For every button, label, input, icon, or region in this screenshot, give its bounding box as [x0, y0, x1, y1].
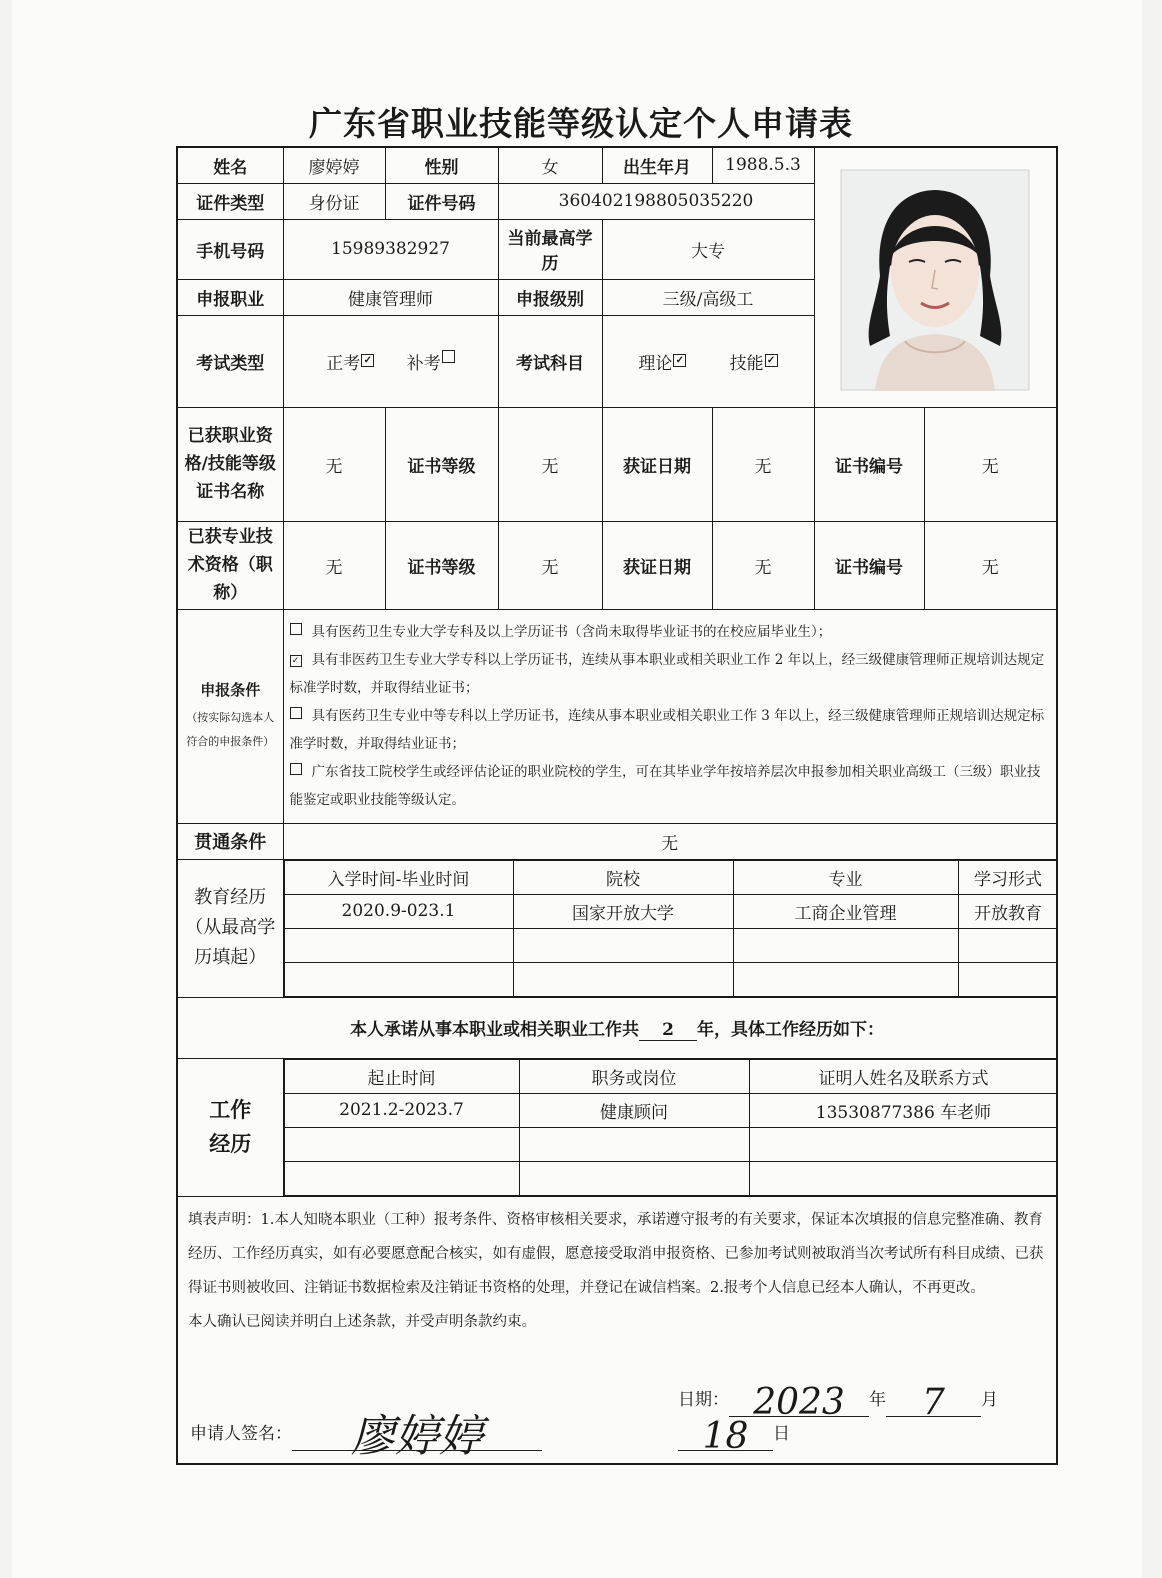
edu-cell	[733, 962, 958, 996]
voc-cert-date: 无	[712, 407, 814, 521]
edu-cell	[284, 928, 513, 962]
photo-cell	[814, 147, 1057, 407]
conditions-label: 申报条件	[200, 680, 261, 699]
exam-subject-label: 考试科目	[498, 315, 602, 407]
makeup-exam-checkbox[interactable]	[442, 350, 455, 363]
edu-time: 2020.9-023.1	[284, 894, 513, 928]
work-cell-empty	[519, 1161, 749, 1195]
through-value: 无	[283, 823, 1057, 859]
education-cell	[283, 859, 1057, 997]
condition-item	[290, 702, 1051, 758]
pro-cert-no: 无	[924, 521, 1057, 609]
condition-item	[290, 758, 1051, 814]
job-value: 健康管理师	[283, 279, 498, 315]
education-label: 教育经历（从最高学历填起）	[177, 859, 283, 997]
edu-cell	[284, 962, 513, 996]
condition-text-3: 具有医药卫生专业中等专科以上学历证书，连续从事本职业或相关职业工作 3 年以上，经三级健康管理师正规培训达规定标准学时数，并取得结业证书；	[289, 708, 1045, 752]
work-header-time: 起止时间	[284, 1059, 519, 1093]
birth-value: 1988.5.3	[712, 147, 814, 183]
level-label: 申报级别	[498, 279, 602, 315]
work-cell-empty	[284, 1127, 519, 1161]
condition-item	[290, 618, 1051, 646]
table-row	[284, 1127, 1057, 1161]
voc-cert-name: 无	[283, 407, 385, 521]
promise-years: 2	[639, 1020, 697, 1041]
edu-school: 国家开放大学	[513, 894, 733, 928]
idno-label: 证件号码	[385, 183, 498, 219]
applicant-photo	[835, 166, 1035, 394]
work-table	[284, 1059, 1058, 1196]
condition-item	[290, 646, 1051, 702]
table-row	[284, 1161, 1057, 1195]
condition-checkbox-4[interactable]	[290, 763, 302, 775]
conditions-label-cell	[177, 609, 283, 823]
regular-exam-label: 正考	[326, 353, 361, 374]
phone-value: 15989382927	[283, 219, 498, 279]
table-row	[284, 1093, 1057, 1127]
idno-value: 360402198805035220	[498, 183, 814, 219]
date-label: 日期：	[678, 1389, 729, 1410]
voc-cert-grade-label: 证书等级	[385, 407, 498, 521]
edu-header-time: 入学时间-毕业时间	[284, 860, 513, 894]
work-promise	[177, 997, 1057, 1058]
work-witness: 13530877386 车老师	[749, 1093, 1057, 1127]
gender-value: 女	[498, 147, 602, 183]
work-label: 工作经历	[177, 1058, 283, 1196]
pro-cert-date-label: 获证日期	[602, 521, 712, 609]
date-day-unit: 日	[773, 1423, 790, 1444]
declaration-cell	[177, 1196, 1057, 1464]
work-header-row	[284, 1059, 1057, 1093]
declaration-text: 填表声明：1.本人知晓本职业（工种）报考条件、资格审核相关要求，承诺遵守报考的有关要求，保证本次填报的信息完整准确、教育经历、工作经历真实，如有必要愿意配合核实，如有虚假，愿意接受取消申报资格、已参加考试则被取消当次考试所有科目成绩、已获得证书则被收回、注销证书数据检索及注销证书资格的处理，并登记在诚信档案。2.报考个人信息已经本人确认，不再更改。	[188, 1211, 1044, 1296]
name-value: 廖婷婷	[283, 147, 385, 183]
skill-label: 技能	[729, 353, 764, 374]
work-cell	[283, 1058, 1057, 1196]
application-form	[176, 146, 1058, 1465]
signature-label: 申请人签名：	[190, 1423, 292, 1444]
idtype-label: 证件类型	[177, 183, 283, 219]
edu-cell	[958, 962, 1057, 996]
condition-text-2: 具有非医药卫生专业大学专科以上学历证书，连续从事本职业或相关职业工作 2 年以上，经三级健康管理师正规培训达规定标准学时数，并取得结业证书；	[289, 652, 1045, 696]
table-row	[284, 928, 1057, 962]
signature[interactable]: 廖婷婷	[292, 1424, 542, 1451]
condition-text-4: 广东省技工院校学生或经评估论证的职业院校的学生，可在其毕业学年按培养层次申报参加相关职业高级工（三级）职业技能鉴定或职业技能等级认定。	[289, 764, 1041, 808]
edu-cell	[733, 928, 958, 962]
birth-label: 出生年月	[602, 147, 712, 183]
education-table	[284, 860, 1058, 997]
date-month-unit: 月	[981, 1389, 998, 1410]
conditions-hint: （按实际勾选本人符合的申报条件）	[186, 710, 275, 748]
edu-label: 当前最高学历	[498, 219, 602, 279]
work-cell-empty	[519, 1127, 749, 1161]
name-label: 姓名	[177, 147, 283, 183]
makeup-exam-label: 补考	[406, 353, 441, 374]
edu-major: 工商企业管理	[733, 894, 958, 928]
condition-checkbox-3[interactable]	[290, 707, 302, 719]
exam-type-label: 考试类型	[177, 315, 283, 407]
edu-form: 开放教育	[958, 894, 1057, 928]
date-month[interactable]: 7	[886, 1390, 981, 1417]
edu-cell	[513, 928, 733, 962]
promise-suffix: 年，具体工作经历如下：	[697, 1019, 884, 1040]
gender-label: 性别	[385, 147, 498, 183]
date-year[interactable]: 2023	[729, 1390, 869, 1417]
voc-cert-no-label: 证书编号	[814, 407, 924, 521]
table-row	[284, 894, 1057, 928]
date-day[interactable]: 18	[678, 1424, 773, 1451]
declaration-confirm: 本人确认已阅读并明白上述条款，并受声明条款约束。	[188, 1313, 536, 1330]
work-cell-empty	[284, 1161, 519, 1195]
skill-checkbox[interactable]: ✓	[765, 354, 778, 367]
pro-cert-no-label: 证书编号	[814, 521, 924, 609]
edu-cell	[958, 928, 1057, 962]
exam-subject-options	[602, 315, 814, 407]
voc-cert-date-label: 获证日期	[602, 407, 712, 521]
edu-header-school: 院校	[513, 860, 733, 894]
idtype-value: 身份证	[283, 183, 385, 219]
job-label: 申报职业	[177, 279, 283, 315]
table-row	[284, 962, 1057, 996]
pro-cert-grade-label: 证书等级	[385, 521, 498, 609]
education-header-row	[284, 860, 1057, 894]
phone-label: 手机号码	[177, 219, 283, 279]
condition-text-1: 具有医药卫生专业大学专科及以上学历证书（含尚未取得毕业证书的在校应届毕业生）；	[311, 624, 832, 640]
signature-row	[190, 1410, 542, 1462]
work-cell-empty	[749, 1127, 1057, 1161]
edu-cell	[513, 962, 733, 996]
theory-checkbox[interactable]: ✓	[673, 354, 686, 367]
voc-cert-grade: 无	[498, 407, 602, 521]
condition-checkbox-2[interactable]: ✓	[290, 655, 302, 667]
level-value: 三级/高级工	[602, 279, 814, 315]
work-header-position: 职务或岗位	[519, 1059, 749, 1093]
voc-cert-no: 无	[924, 407, 1057, 521]
form-title: 广东省职业技能等级认定个人申请表	[309, 104, 853, 143]
exam-type-options	[283, 315, 498, 407]
voc-cert-label: 已获职业资格/技能等级证书名称	[177, 407, 283, 521]
through-label: 贯通条件	[177, 823, 283, 859]
date-year-unit: 年	[869, 1389, 886, 1410]
work-position: 健康顾问	[519, 1093, 749, 1127]
regular-exam-checkbox[interactable]: ✓	[361, 354, 374, 367]
pro-cert-grade: 无	[498, 521, 602, 609]
edu-header-major: 专业	[733, 860, 958, 894]
work-header-witness: 证明人姓名及联系方式	[749, 1059, 1057, 1093]
condition-checkbox-1[interactable]	[290, 623, 302, 635]
pro-cert-date: 无	[712, 521, 814, 609]
date-row	[678, 1381, 1056, 1457]
conditions-list	[283, 609, 1057, 823]
pro-cert-label: 已获专业技术资格（职称）	[177, 521, 283, 609]
promise-prefix: 本人承诺从事本职业或相关职业工作共	[350, 1019, 639, 1040]
work-cell-empty	[749, 1161, 1057, 1195]
work-time: 2021.2-2023.7	[284, 1093, 519, 1127]
edu-header-form: 学习形式	[958, 860, 1057, 894]
pro-cert-name: 无	[283, 521, 385, 609]
theory-label: 理论	[638, 353, 673, 374]
edu-value: 大专	[602, 219, 814, 279]
